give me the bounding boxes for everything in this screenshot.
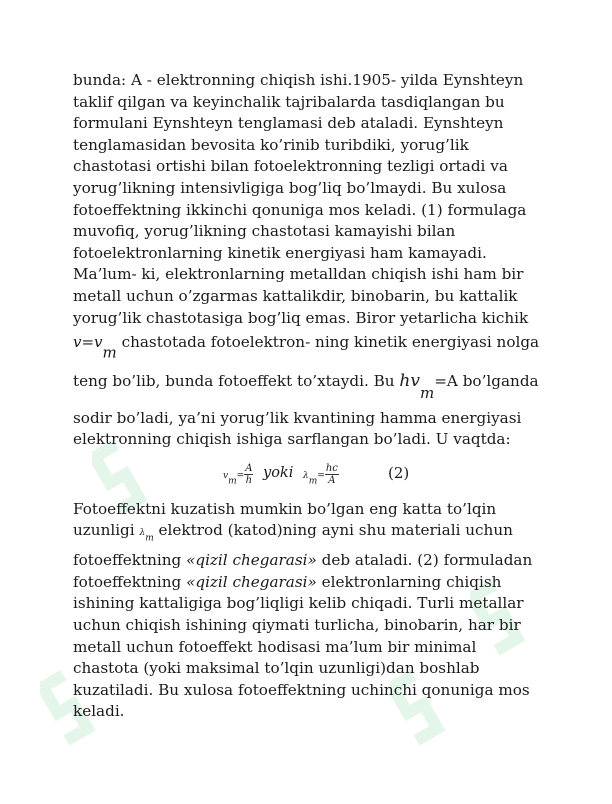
text-fragment: deb ataladi. (2) formuladan	[316, 551, 533, 570]
text-line: bunda: A - elektronning chiqish ishi.1905- yilda Eynshteyn	[73, 71, 524, 89]
text-fragment: fotoeffektning	[73, 572, 187, 591]
text-fragment: teng bo’lib, bunda fotoeffekt to’xtaydi. Bu	[73, 371, 400, 390]
text-line	[73, 573, 501, 591]
formula-yoki: yoki	[263, 464, 294, 481]
text-line: formulani Eynshteyn tenglamasi deb ataladi. Eynshteyn	[73, 114, 504, 133]
text-line: metall uchun fotoeffekt hodisasi ma’lum bir minimal	[73, 637, 477, 656]
text-line: Ma’lum- ki, elektronlarning metalldan chiqish ishi ham bir	[73, 265, 524, 284]
text-fragment: elektronlarning chiqish	[316, 572, 502, 591]
emphasis-term: «qizil chegarasi»	[186, 572, 317, 591]
text-line: fotoelektronlarning kinetik energiyasi ham kamayadi.	[73, 243, 487, 262]
text-line: uchun chiqish ishining qiymati turlicha, binobarin, har bir	[73, 616, 521, 635]
math-symbol: v=v	[73, 333, 103, 352]
text-line	[73, 521, 513, 544]
text-line: metall uchun o’zgarmas kattalikdir, binobarin, bu kattalik	[73, 286, 518, 305]
text-fragment: uzunligi	[73, 521, 140, 540]
text-line: fotoeffektning ikkinchi qonuniga mos keladi. (1) formulaga	[73, 200, 527, 219]
text-fragment: elektrod (katod)ning ayni shu materiali uchun	[153, 521, 513, 540]
text-line: tenglamasidan bevosita ko’rinib turibdiki, yorug’lik	[73, 135, 469, 154]
paragraph-1	[73, 70, 543, 451]
text-line: sodir bo’ladi, ya’ni yorug’lik kvantining hamma energiyasi	[73, 408, 522, 427]
text-line: kuzatiladi. Bu xulosa fotoeffektning uchinchi qonuniga mos	[73, 680, 530, 699]
text-line	[73, 551, 532, 569]
text-line	[73, 366, 539, 408]
text-line: Fotoeffektni kuzatish mumkin bo’lgan eng katta to’lqin	[73, 499, 497, 518]
text-fragment: chastotada fotoelektron- ning kinetik energiyasi nolga	[116, 333, 540, 352]
paragraph-2	[73, 499, 543, 723]
math-subscript: m	[419, 383, 435, 402]
document-body	[73, 70, 543, 723]
formula-lhs-1: $v_m=$ $\frac{A}{h}$	[223, 462, 253, 487]
text-line: chastota (yoki maksimal to’lqin uzunligi)dan boshlab	[73, 659, 480, 678]
text-line: yorug’likning intensivligiga bog’liq bo’lmaydi. Bu xulosa	[73, 178, 507, 197]
text-fragment: fotoeffektning	[73, 551, 187, 570]
math-symbol: λ	[139, 528, 146, 539]
text-line: chastotasi ortishi bilan fotoelektronning tezligi ortadi va	[73, 157, 508, 176]
text-line	[73, 329, 539, 365]
text-line: elektronning chiqish ishiga sarflangan bo’ladi. U vaqtda:	[73, 430, 511, 449]
emphasis-term: «qizil chegarasi»	[186, 551, 317, 570]
text-line: taklif qilgan va keyinchalik tajribalarda tasdiqlangan bu	[73, 92, 505, 111]
formula-lhs-2: $\lambda_m=$ $\frac{hc}{A}$	[303, 462, 338, 487]
text-fragment: =A bo’lganda	[434, 371, 539, 390]
formula-2	[73, 459, 543, 489]
text-line: ishining kattaligiga bog’liqligi kelib chiqadi. Turli metallar	[73, 594, 524, 613]
fraction-a-over-h: $\frac{A}{h}$	[245, 462, 253, 486]
text-line: yorug’lik chastotasiga bog’liq emas. Biror yetarlicha kichik	[73, 308, 529, 327]
math-subscript: m	[145, 533, 154, 544]
math-symbol: hv	[399, 370, 420, 391]
text-line: keladi.	[73, 702, 125, 721]
formula-number: (2)	[388, 463, 410, 482]
text-line: muvofiq, yorug’likning chastotasi kamayishi bilan	[73, 222, 456, 241]
math-subscript: m	[102, 343, 117, 362]
fraction-hc-over-a: $\frac{hc}{A}$	[325, 462, 338, 486]
